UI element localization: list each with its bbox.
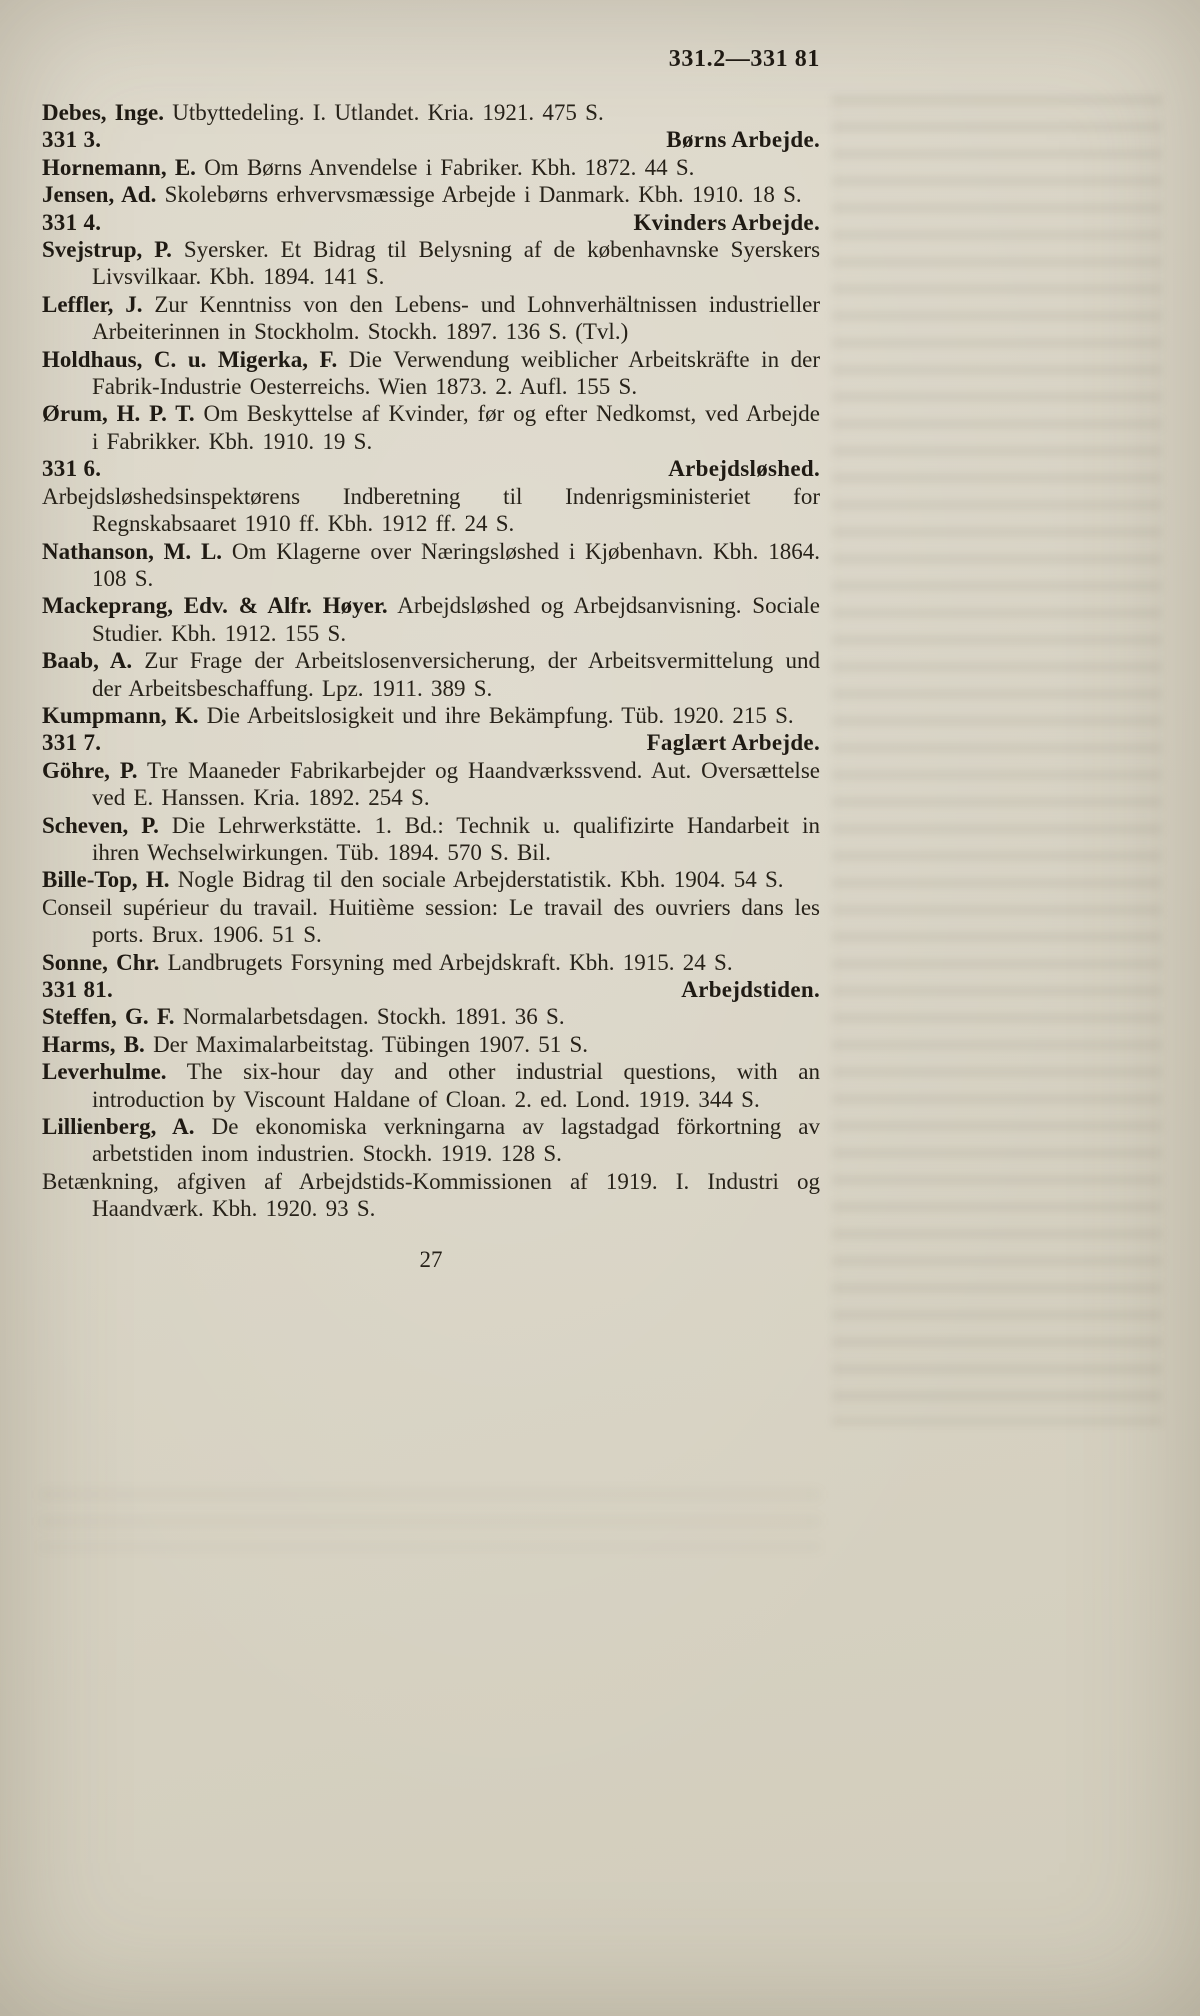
entry-author: Bille-Top, H.: [42, 867, 170, 893]
section-title: Arbejdsløshed.: [668, 456, 820, 482]
bibliography-entry: [42, 1003, 820, 1030]
entry-text: Tre Maaneder Fabrikarbejder og Haandværkssvend. Aut. Oversættelse ved E. Hanssen. Kria. 1892. 254 S.: [92, 757, 820, 811]
entry-text: De ekonomiska verkningarna av lagstadgad förkortning av arbetstiden inom industrien. Stockh. 1919. 128 S.: [92, 1114, 820, 1167]
bibliography-entry: [42, 1168, 820, 1223]
text-column: [42, 46, 820, 1273]
section-number: 331 81.: [42, 977, 114, 1002]
entry-text: Zur Kenntniss von den Lebens- und Lohnverhältnissen industrieller Arbeiterinnen in Stockholm. Stockh. 1897. 136 S. (Tvl.): [92, 291, 820, 345]
entry-text: Arbejdsløshedsinspektørens Indberetning til Indenrigsministeriet for Regnskabsaaret 1910 ff. Kbh. 1912 ff. 24 S.: [42, 483, 820, 537]
section-heading: [42, 126, 820, 153]
entry-text: Om Beskyttelse af Kvinder, før og efter Nedkomst, ved Arbejde i Fabrikker. Kbh. 1910. 19 S.: [92, 401, 820, 454]
entry-text: Nogle Bidrag til den sociale Arbejderstatistik. Kbh. 1904. 54 S.: [177, 867, 784, 893]
entry-author: Scheven, P.: [42, 812, 159, 838]
bibliography-entry: [42, 866, 820, 893]
entry-author: Mackeprang, Edv. & Alfr. Høyer.: [42, 593, 388, 619]
entry-author: Hornemann, E.: [42, 154, 196, 180]
bibliography-entry: [42, 1031, 820, 1058]
bibliography-entry: [42, 1058, 820, 1113]
section-heading: [42, 209, 820, 236]
section-title: Kvinders Arbejde.: [633, 209, 820, 235]
bibliography-entry: [42, 538, 820, 593]
entry-text: Om Klagerne over Næringsløshed i Kjøbenhavn. Kbh. 1864. 108 S.: [92, 538, 820, 591]
entry-text: Landbrugets Forsyning med Arbejdskraft. Kbh. 1915. 24 S.: [167, 949, 733, 975]
entry-author: Ørum, H. P. T.: [42, 401, 195, 427]
entry-text: Utbyttedeling. I. Utlandet. Kria. 1921. 475 S.: [172, 100, 604, 125]
entry-text: Normalarbetsdagen. Stockh. 1891. 36 S.: [182, 1004, 565, 1030]
bibliography-entry: [42, 1113, 820, 1168]
bibliography-entry: [42, 894, 820, 949]
entry-text: Die Verwendung weiblicher Arbeitskräfte in der Fabrik-Industrie Oesterreichs. Wien 1873. 2. Aufl. 155 S.: [92, 346, 820, 400]
bibliography-entry: [42, 592, 820, 647]
section-heading: [42, 976, 820, 1003]
bibliography-entry: [42, 400, 820, 455]
entry-author: Holdhaus, C. u. Migerka, F.: [42, 346, 338, 372]
entry-text: Syersker. Et Bidrag til Belysning af de københavnske Syerskers Livsvilkaar. Kbh. 1894. 141 S.: [92, 237, 821, 290]
bibliography-entry: [42, 812, 820, 867]
bibliography-entry: [42, 702, 820, 729]
bibliography-entry: [42, 99, 820, 126]
bleed-through-artifact: [40, 1490, 820, 1550]
entry-text: Zur Frage der Arbeitslosenversicherung, der Arbeitsvermittelung und der Arbeitsbeschaffung. Lpz. 1911. 389 S.: [92, 648, 820, 701]
section-number: 331 3.: [42, 127, 102, 153]
entry-text: Betænkning, afgiven af Arbejdstids-Kommissionen af 1919. I. Industri og Haandværk. Kbh. 1920. 93 S.: [42, 1168, 820, 1222]
entry-text: Om Børns Anvendelse i Fabriker. Kbh. 1872. 44 S.: [204, 154, 695, 180]
entry-author: Göhre, P.: [42, 757, 138, 783]
bibliography-entry: [42, 949, 820, 976]
bibliography-entry: [42, 236, 820, 291]
bibliography-entry: [42, 647, 820, 702]
entry-text: Skolebørns erhvervsmæssige Arbejde i Danmark. Kbh. 1910. 18 S.: [164, 182, 802, 208]
section-number: 331 6.: [42, 456, 102, 482]
section-title: Faglært Arbejde.: [646, 730, 820, 756]
entry-author: Svejstrup, P.: [42, 237, 172, 263]
entry-text: Arbejdsløshed og Arbejdsanvisning. Sociale Studier. Kbh. 1912. 155 S.: [92, 593, 821, 646]
running-head-classification-range: 331.2—331 81: [668, 46, 820, 72]
entry-text: Die Lehrwerkstätte. 1. Bd.: Technik u. qualifizirte Handarbeit in ihren Wechselwirkungen. Tüb. 1894. 570 S. Bil.: [92, 812, 820, 865]
bibliography-entry: [42, 291, 820, 346]
bibliography-entry: [42, 154, 820, 181]
entry-text: Die Arbeitslosigkeit und ihre Bekämpfung. Tüb. 1920. 215 S.: [206, 702, 794, 728]
bibliography-entry: [42, 181, 820, 208]
bleed-through-artifact: [832, 95, 1162, 1425]
bibliography-entry: [42, 483, 820, 538]
entry-author: Sonne, Chr.: [42, 949, 160, 975]
entry-text: Der Maximalarbeitstag. Tübingen 1907. 51 S.: [153, 1031, 589, 1057]
page-number: 27: [419, 1246, 443, 1272]
bibliography-entry: [42, 346, 820, 401]
entry-author: Kumpmann, K.: [42, 702, 199, 728]
entry-author: Harms, B.: [42, 1031, 145, 1057]
entry-text: Conseil supérieur du travail. Huitième session: Le travail des ouvriers dans les ports. Brux. 1906. 51 S.: [42, 894, 820, 948]
entry-author: Debes, Inge.: [42, 100, 164, 125]
entry-author: Nathanson, M. L.: [42, 538, 223, 564]
entry-author: Lillienberg, A.: [42, 1114, 195, 1140]
entry-text: The six-hour day and other industrial questions, with an introduction by Viscount Haldane of Cloan. 2. ed. Lond. 1919. 344 S.: [92, 1059, 820, 1112]
section-number: 331 4.: [42, 209, 102, 235]
section-heading: [42, 455, 820, 482]
entry-author: Baab, A.: [42, 648, 133, 674]
section-heading: [42, 729, 820, 756]
entry-author: Leffler, J.: [42, 291, 143, 317]
bibliography-entry: [42, 757, 820, 812]
section-title: Børns Arbejde.: [666, 127, 820, 153]
entry-author: Leverhulme.: [42, 1059, 167, 1085]
section-title: Arbejdstiden.: [681, 977, 820, 1002]
section-number: 331 7.: [42, 730, 102, 756]
entry-author: Jensen, Ad.: [42, 182, 157, 208]
entry-author: Steffen, G. F.: [42, 1004, 175, 1030]
